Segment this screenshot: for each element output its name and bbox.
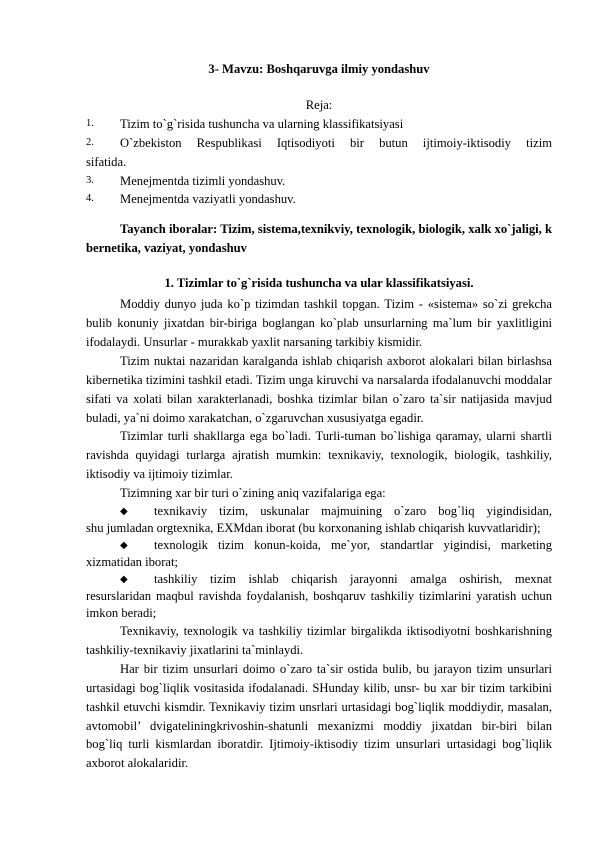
- plan-item-number: 3.: [86, 174, 94, 186]
- plan-item-text-continued: sifatida.: [86, 154, 127, 169]
- plan-item-number: 2.: [86, 136, 94, 148]
- document-page: [86, 60, 552, 773]
- diamond-bullet-icon: ◆: [120, 506, 128, 518]
- bullet-text-continued: xizmatidan iborat;: [86, 555, 178, 570]
- plan-list: [86, 115, 552, 210]
- body-paragraph: Moddiy dunyo juda ko`p tizimdan tashkil topgan. Tizim - «sistema» so`zi grekcha bulib konuniy jixatdan bir-biriga boglangan ko`plab unsurlarning ma`lum bir yaxlitligini ifodalaydi. Unsurlar - murakkab yaxlit narsaning tarkibiy kismidir.: [86, 297, 552, 349]
- plan-item-text: O`zbekiston Respublikasi Iqtisodiyoti bir butun ijtimoiy-iktisodiy tizim: [120, 135, 552, 150]
- plan-item: [86, 190, 552, 209]
- section-heading: 1. Tizimlar to`g`risida tushuncha va ular klassifikatsiyasi.: [164, 276, 474, 291]
- keywords-paragraph: Tayanch iboralar: Tizim, sistema,texnikviy, texnologik, biologik, xalk xo`jaligi, k bernetika, vaziyat, yondashuv: [86, 222, 552, 256]
- plan-item-number: 4.: [86, 193, 94, 205]
- bullet-text-continued: resurslaridan maqbul ravishda foydalanish, boshqaruv tashkiliy tizimlarini yaratish uchun imkon beradi;: [86, 589, 552, 621]
- document-title: 3- Mavzu: Boshqaruvga ilmiy yondashuv: [208, 62, 430, 76]
- body-paragraph: Tizim nuktai nazaridan karalganda ishlab chiqarish axborot alokalari bilan birlashsa kibernetika tizimini tashkil etadi. Tizim unga kiruvchi va narsalarda ifodalanuvchi moddalar sifati va xolati bilan xarakterlanadi, boshka tizimlar bilan o`zaro ta`sir natijasida mavjud buladi, ya`ni doimo xarakatchan, o`zgaruvchan xususiyatga egadir.: [86, 353, 552, 425]
- body-paragraph: Tizimning xar bir turi o`zining aniq vazifalariga ega:: [120, 486, 386, 501]
- plan-item-text: Menejmentda tizimli yondashuv.: [120, 173, 286, 188]
- diamond-bullet-icon: ◆: [120, 574, 128, 586]
- body-paragraph: Tizimlar turli shakllarga ega bo`ladi. Turli-tuman bo`lishiga qaramay, ularni shartli ravishda quyidagi turlarga ajratish mumkin: texnikaviy, texnologik, biologik, tashkiliy, iktisodiy va ijtimoiy tizimlar.: [86, 429, 552, 482]
- bullet-item: [86, 503, 552, 537]
- bullet-text: texnikaviy tizim, uskunalar majmuining o`zaro bog`liq yigindisidan,: [154, 504, 552, 519]
- bullet-item: [86, 537, 552, 571]
- plan-item: [86, 134, 552, 172]
- plan-item-text: Menejmentda vaziyatli yondashuv.: [120, 192, 296, 207]
- bullet-item: [86, 571, 552, 622]
- body-paragraph: Har bir tizim unsurlari doimo o`zaro ta`sir ostida bulib, bu jarayon tizim unsurlari urtasidagi bog`liqlik vositasida ifodalanadi. SHunday kilib, unsr- bu xar bir tizim tarkibini tashkil etuvchi kismdir. Texnikaviy tizim unsrlari urtasidagi bog`liqlik moddiydir, masalan, avtomobil’ dvigateliningkrivoshin-shatunli mexanizmi moddiy jixatdan bir-biri bilan bog`liq turli kismlardan iboratdir. Ijtimoiy-iktisodiy tizim unsurlari urtasidagi bog`liqlik axborot alokalaridir.: [86, 661, 552, 771]
- bullet-text: texnologik tizim konun-koida, me`yor, standartlar yigindisi, marketing: [154, 538, 552, 553]
- body-paragraph: Texnikaviy, texnologik va tashkiliy tizimlar birgalikda iktisodiyotni boshkarishning tashkiliy-texnikaviy jixatlarini ta`minlaydi.: [86, 624, 552, 657]
- bullet-text-continued: shu jumladan orgtexnika, EXMdan iborat (bu korxonaning ishlab chiqarish kuvvatlaridir);: [86, 521, 541, 536]
- plan-item: [86, 172, 552, 191]
- plan-heading: Reja:: [305, 97, 333, 112]
- diamond-bullet-icon: ◆: [120, 540, 128, 552]
- bullet-text: tashkiliy tizim ishlab chiqarish jarayonni amalga oshirish, mexnat: [154, 572, 552, 587]
- plan-item-number: 1.: [86, 117, 94, 129]
- plan-item-text: Tizim to`g`risida tushuncha va ularning klassifikatsiyasi: [120, 116, 404, 131]
- plan-item: [86, 115, 552, 134]
